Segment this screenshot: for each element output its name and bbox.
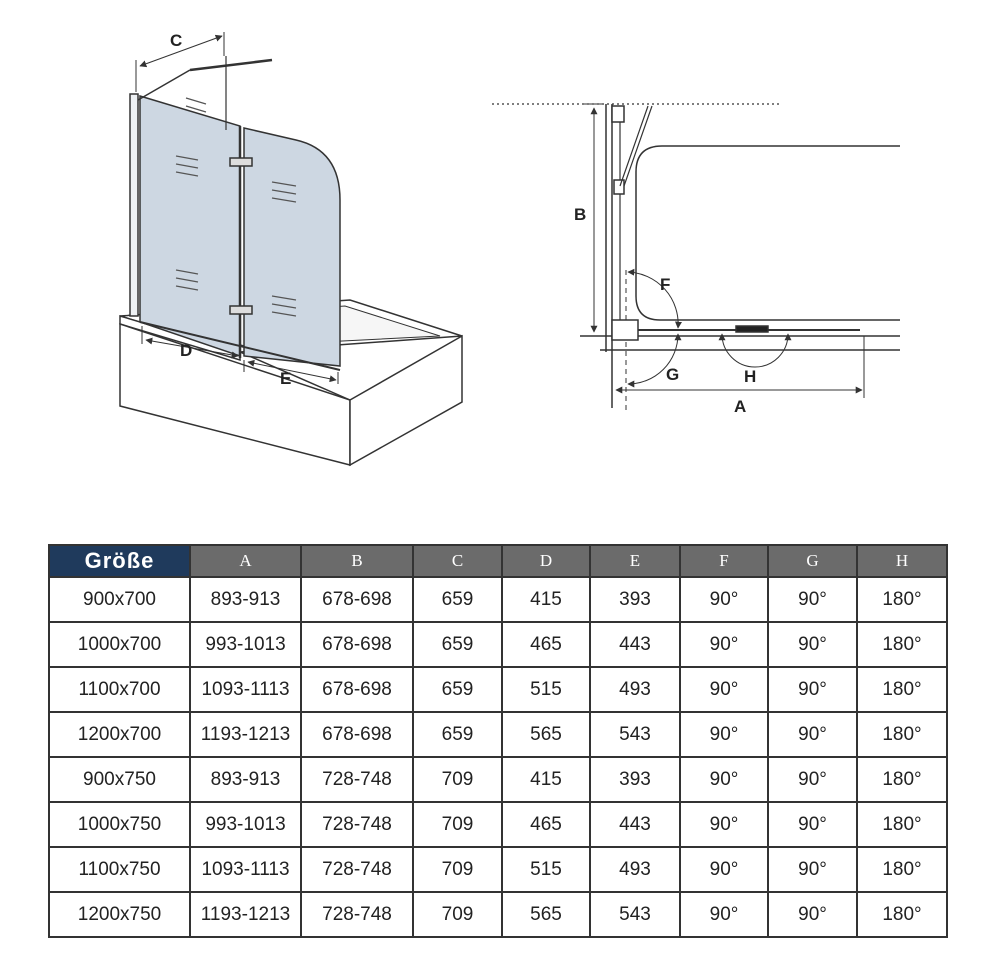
table-row: [49, 892, 947, 937]
column-header: B: [301, 545, 413, 577]
label-e: E: [280, 369, 292, 388]
table-cell: 90°: [680, 577, 768, 622]
label-g: G: [666, 365, 680, 384]
table-cell: 515: [502, 847, 590, 892]
support-bar: [190, 60, 272, 70]
table-cell: 180°: [857, 577, 947, 622]
table-cell: 180°: [857, 712, 947, 757]
table-cell: 678-698: [301, 667, 413, 712]
table-cell: 1093-1113: [190, 667, 301, 712]
table-cell: 1000x700: [49, 622, 190, 667]
table-cell: 1100x700: [49, 667, 190, 712]
table-header-row: [49, 545, 947, 577]
column-header: A: [190, 545, 301, 577]
table-cell: 443: [590, 622, 680, 667]
table-cell: 180°: [857, 847, 947, 892]
label-a: A: [734, 397, 747, 416]
table-cell: 90°: [680, 667, 768, 712]
table-cell: 659: [413, 667, 502, 712]
wall-profile: [130, 94, 138, 316]
table-cell: 543: [590, 712, 680, 757]
table-body: [49, 577, 947, 937]
table-cell: 90°: [680, 892, 768, 937]
table-cell: 1100x750: [49, 847, 190, 892]
table-cell: 728-748: [301, 802, 413, 847]
table-cell: 678-698: [301, 577, 413, 622]
table-cell: 90°: [768, 757, 857, 802]
table-cell: 90°: [768, 802, 857, 847]
table-cell: 900x750: [49, 757, 190, 802]
table-cell: 443: [590, 802, 680, 847]
column-header: G: [768, 545, 857, 577]
column-header: H: [857, 545, 947, 577]
table-cell: 1093-1113: [190, 847, 301, 892]
table-row: [49, 667, 947, 712]
table-cell: 709: [413, 802, 502, 847]
table-cell: 180°: [857, 622, 947, 667]
table-cell: 180°: [857, 667, 947, 712]
table-cell: 90°: [680, 757, 768, 802]
table-cell: 565: [502, 712, 590, 757]
table-cell: 709: [413, 757, 502, 802]
table-cell: 659: [413, 622, 502, 667]
table-cell: 180°: [857, 802, 947, 847]
table-cell: 1200x700: [49, 712, 190, 757]
table-cell: 90°: [768, 712, 857, 757]
table-cell: 393: [590, 577, 680, 622]
table-row: [49, 622, 947, 667]
size-table: [48, 544, 948, 938]
table-cell: 90°: [680, 847, 768, 892]
table-cell: 893-913: [190, 577, 301, 622]
table-cell: 515: [502, 667, 590, 712]
table-cell: 1193-1213: [190, 712, 301, 757]
table-cell: 993-1013: [190, 622, 301, 667]
table-row: [49, 712, 947, 757]
glass-panel-folding: [244, 128, 340, 366]
table-cell: 659: [413, 577, 502, 622]
table-cell: 728-748: [301, 847, 413, 892]
dim-a: [616, 336, 864, 398]
column-header: D: [502, 545, 590, 577]
label-d: D: [180, 341, 193, 360]
table-cell: 709: [413, 892, 502, 937]
table-cell: 493: [590, 667, 680, 712]
table-cell: 90°: [768, 577, 857, 622]
table-cell: 90°: [768, 847, 857, 892]
table-row: [49, 757, 947, 802]
table-row: [49, 577, 947, 622]
table-cell: 678-698: [301, 712, 413, 757]
column-header: Größe: [49, 545, 190, 577]
table-cell: 728-748: [301, 757, 413, 802]
table-cell: 180°: [857, 892, 947, 937]
table-cell: 90°: [680, 802, 768, 847]
table-cell: 565: [502, 892, 590, 937]
column-header: F: [680, 545, 768, 577]
table-cell: 90°: [768, 892, 857, 937]
table-cell: 90°: [680, 622, 768, 667]
label-f: F: [660, 275, 671, 294]
column-header: C: [413, 545, 502, 577]
dim-b: [584, 104, 604, 336]
label-c: C: [170, 31, 183, 50]
side-view: [492, 104, 900, 410]
table-cell: 893-913: [190, 757, 301, 802]
table-row: [49, 802, 947, 847]
isometric-view: [120, 32, 462, 465]
table-cell: 90°: [768, 667, 857, 712]
label-b: B: [574, 205, 587, 224]
table-row: [49, 847, 947, 892]
table-cell: 415: [502, 577, 590, 622]
table-cell: 90°: [768, 622, 857, 667]
glass-panel-fixed: [140, 96, 240, 356]
table-cell: 709: [413, 847, 502, 892]
table-cell: 1000x750: [49, 802, 190, 847]
table-cell: 465: [502, 802, 590, 847]
table-cell: 543: [590, 892, 680, 937]
column-header: E: [590, 545, 680, 577]
table-cell: 415: [502, 757, 590, 802]
table-cell: 180°: [857, 757, 947, 802]
label-h: H: [744, 367, 757, 386]
table-cell: 493: [590, 847, 680, 892]
table-cell: 465: [502, 622, 590, 667]
table-cell: 900x700: [49, 577, 190, 622]
table-cell: 659: [413, 712, 502, 757]
table-cell: 993-1013: [190, 802, 301, 847]
table-cell: 1200x750: [49, 892, 190, 937]
table-cell: 678-698: [301, 622, 413, 667]
table-cell: 1193-1213: [190, 892, 301, 937]
table-cell: 728-748: [301, 892, 413, 937]
table-cell: 90°: [680, 712, 768, 757]
table-cell: 393: [590, 757, 680, 802]
